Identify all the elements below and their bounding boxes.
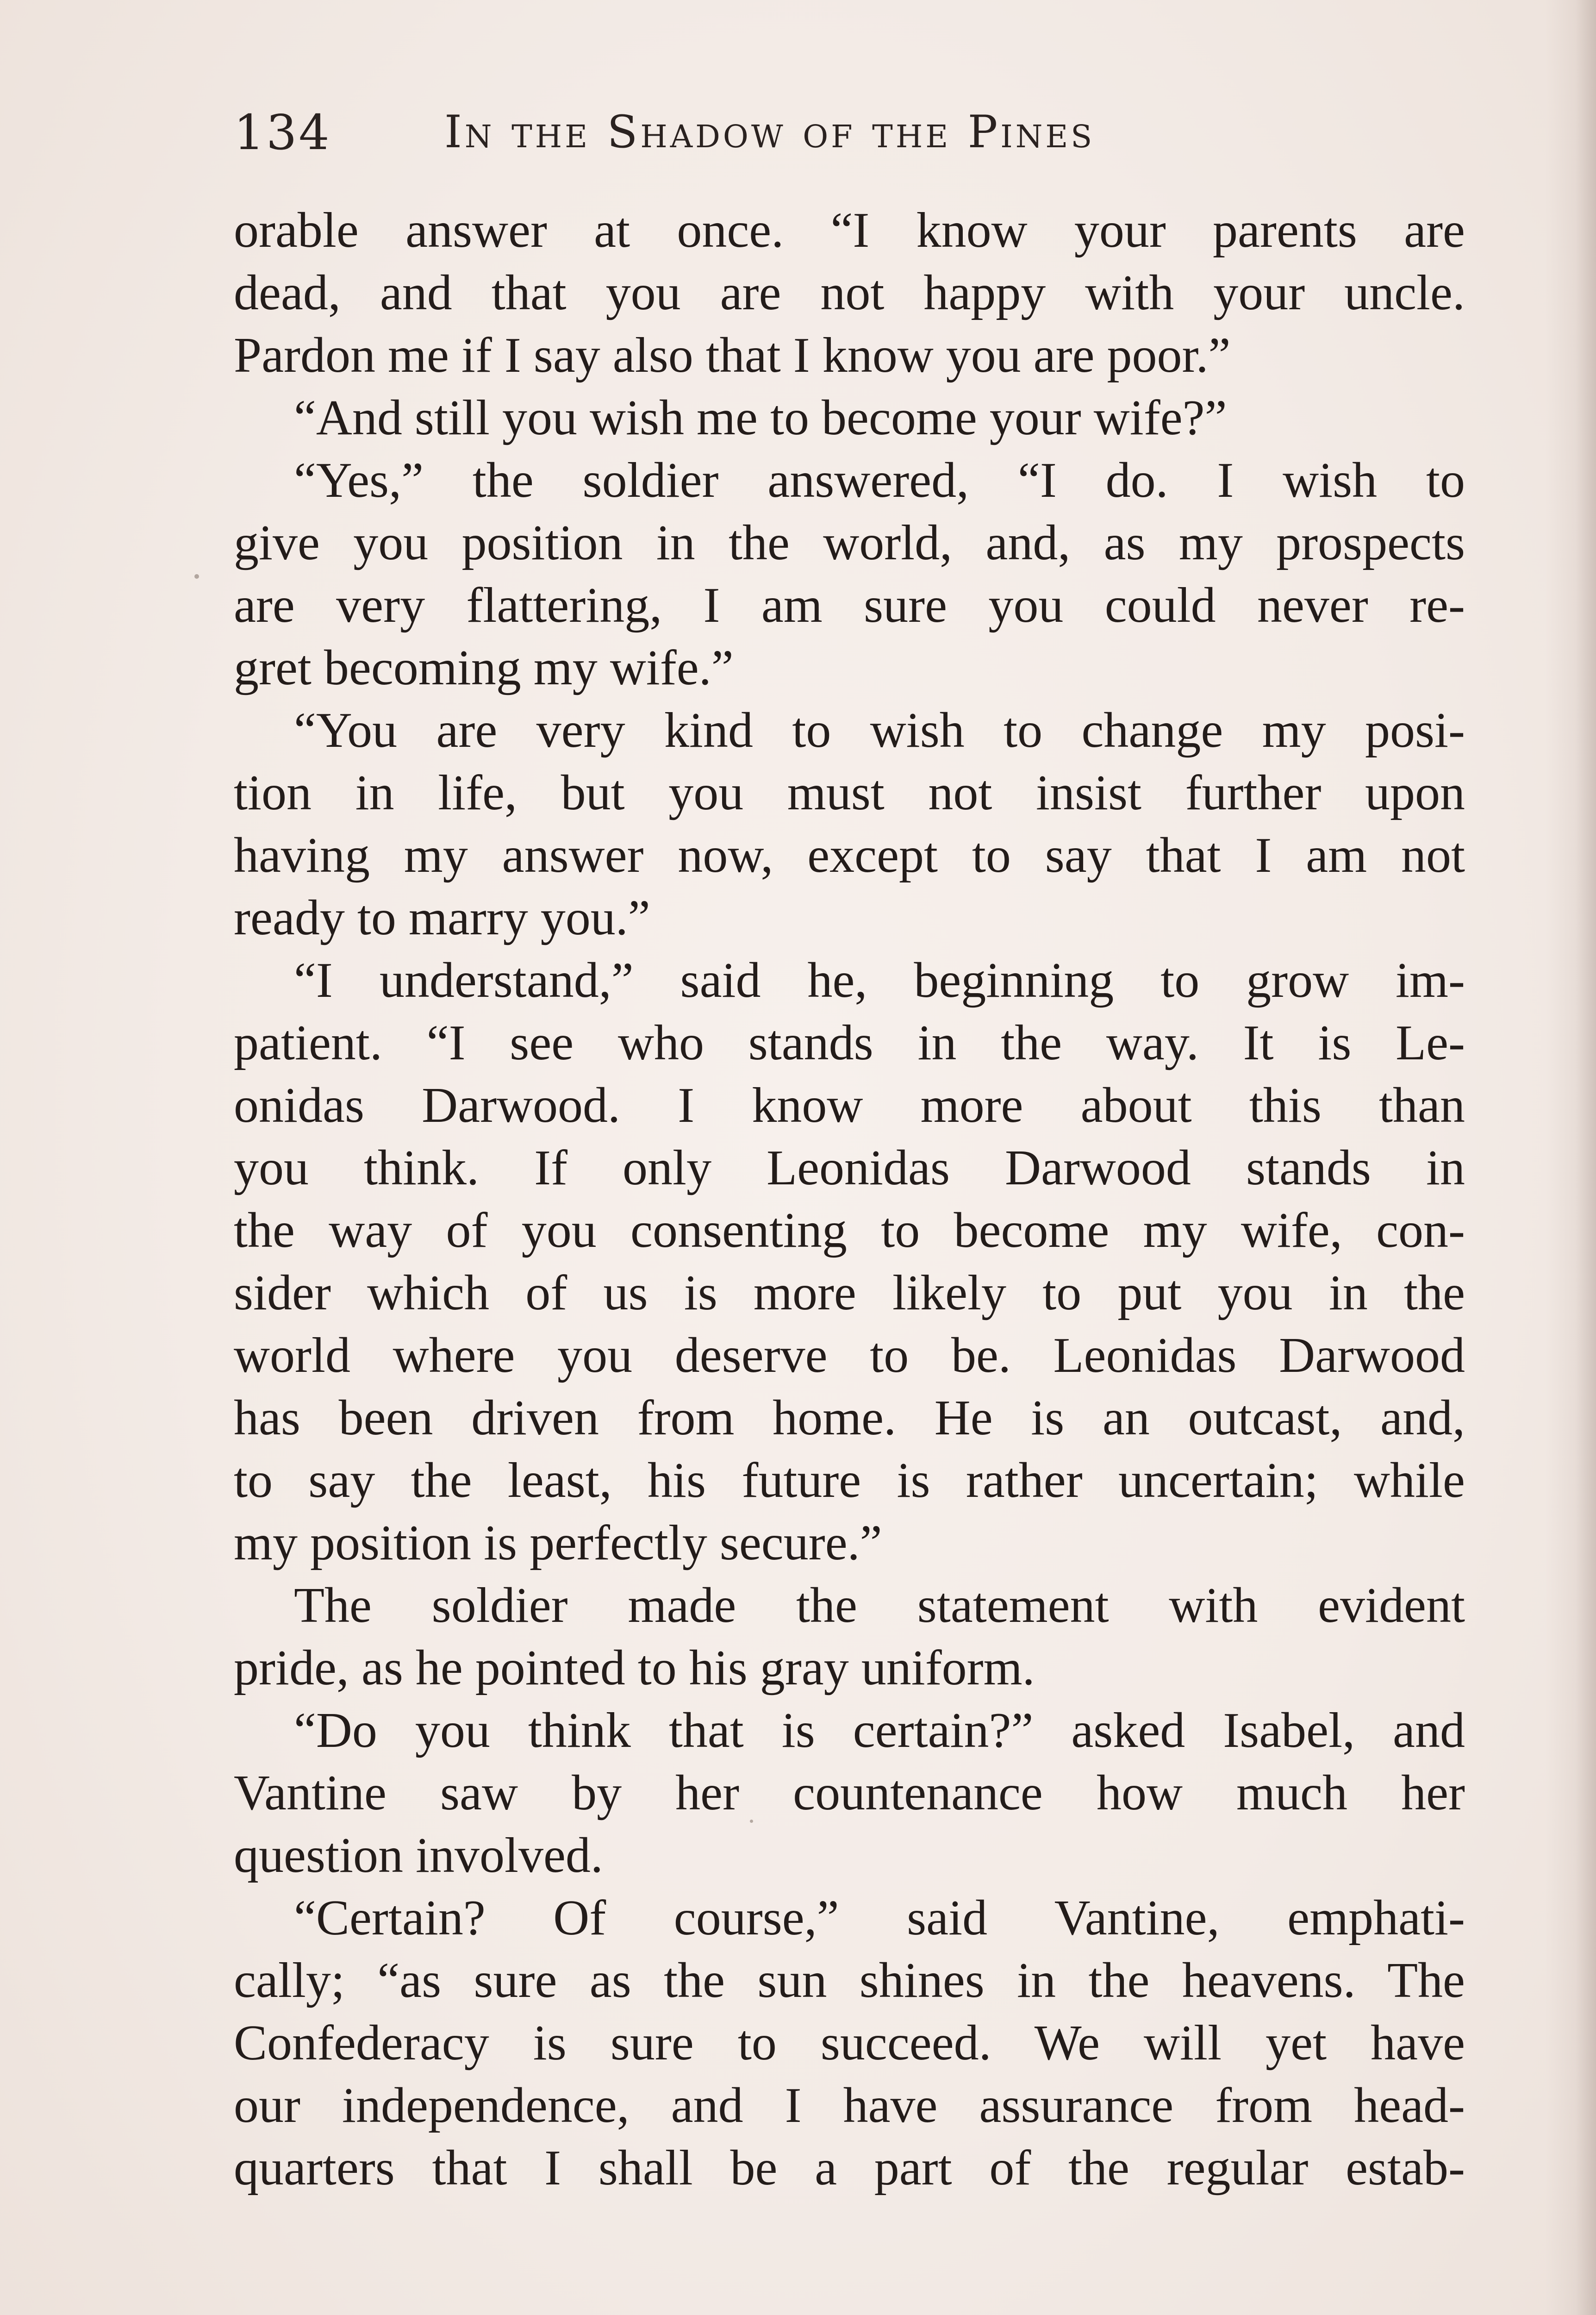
page-header <box>234 104 1465 174</box>
body-text <box>234 199 1465 2199</box>
text-line: “You are very kind to wish to change my posi- <box>294 703 1465 758</box>
text-line: “Do you think that is certain?” asked Isabel, and <box>294 1703 1465 1758</box>
text-line: are very flattering, I am sure you could never re- <box>234 578 1465 633</box>
text-line: The soldier made the statement with evident <box>294 1578 1465 1633</box>
text-line: gret becoming my wife.” <box>234 640 734 695</box>
page-number: 134 <box>234 104 331 161</box>
paper-speck <box>750 1820 753 1823</box>
paper-speck <box>194 574 199 579</box>
paragraph <box>234 699 1465 949</box>
paragraph <box>234 449 1465 699</box>
text-line: orable answer at once. “I know your parents are <box>234 203 1465 258</box>
text-line: Pardon me if I say also that I know you are poor.” <box>234 328 1231 383</box>
text-line: to say the least, his future is rather uncertain; while <box>234 1453 1465 1508</box>
text-line: “And still you wish me to become your wife?” <box>294 390 1227 445</box>
text-line: pride, as he pointed to his gray uniform. <box>234 1640 1035 1696</box>
text-line: give you position in the world, and, as my prospects <box>234 515 1465 570</box>
text-line: world where you deserve to be. Leonidas Darwood <box>234 1328 1465 1383</box>
paragraph <box>234 387 1465 449</box>
text-line: cally; “as sure as the sun shines in the heavens. The <box>234 1953 1465 2008</box>
text-line: Confederacy is sure to succeed. We will yet have <box>234 2015 1465 2071</box>
text-line: our independence, and I have assurance from head- <box>234 2078 1465 2133</box>
text-line: the way of you consenting to become my wife, con- <box>234 1203 1465 1258</box>
text-line: Vantine saw by her countenance how much her <box>234 1765 1465 1821</box>
text-line: “Certain? Of course,” said Vantine, emphati- <box>294 1890 1465 1946</box>
paragraph <box>234 949 1465 1574</box>
text-line: patient. “I see who stands in the way. It is Le- <box>234 1015 1465 1070</box>
text-line: dead, and that you are not happy with your uncle. <box>234 265 1465 320</box>
text-line: having my answer now, except to say that I am not <box>234 828 1465 883</box>
running-head: In the Shadow of the Pines <box>444 106 1095 158</box>
text-line: quarters that I shall be a part of the regular estab- <box>234 2140 1465 2196</box>
page-edge-shadow <box>1545 0 1596 2315</box>
paragraph <box>234 1699 1465 1887</box>
text-line: has been driven from home. He is an outcast, and, <box>234 1390 1465 1445</box>
paragraph <box>234 1574 1465 1699</box>
text-line: ready to marry you.” <box>234 890 650 945</box>
paragraph <box>234 199 1465 387</box>
text-line: tion in life, but you must not insist further upon <box>234 765 1465 820</box>
text-line: “Yes,” the soldier answered, “I do. I wish to <box>294 453 1465 508</box>
text-line: “I understand,” said he, beginning to grow im- <box>294 953 1465 1008</box>
text-line: my position is perfectly secure.” <box>234 1515 882 1570</box>
text-line: onidas Darwood. I know more about this than <box>234 1078 1465 1133</box>
text-line: question involved. <box>234 1828 603 1883</box>
text-line: you think. If only Leonidas Darwood stands in <box>234 1140 1465 1195</box>
text-line: sider which of us is more likely to put you in the <box>234 1265 1465 1320</box>
paragraph <box>234 1887 1465 2199</box>
